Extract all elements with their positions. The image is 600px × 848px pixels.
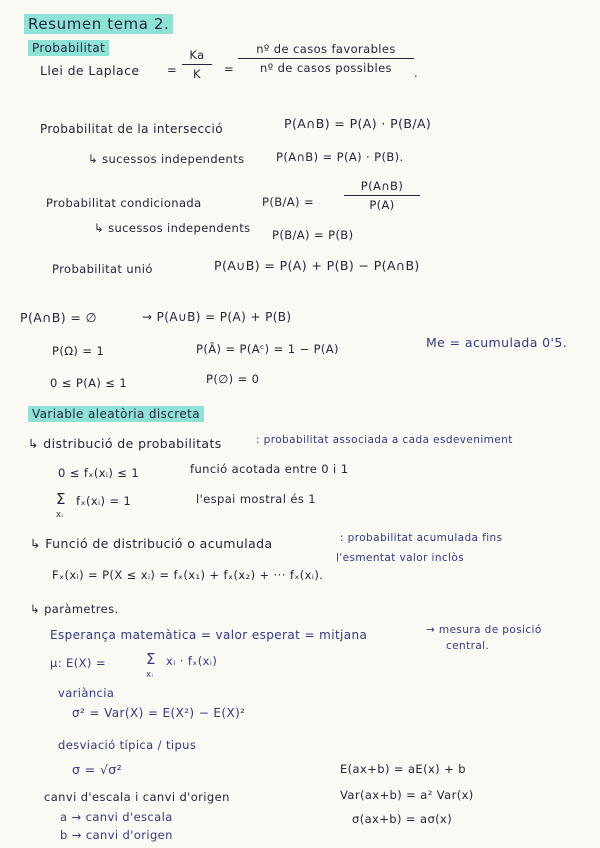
union-label: Probabilitat unió [52, 262, 153, 276]
scale-change-label: a → canvi d'escala [60, 810, 173, 824]
fraction-cases [238, 42, 414, 75]
fraction-numerator: nº de casos favorables [256, 42, 396, 56]
mean-sigma: Σ [146, 650, 156, 668]
bound-description: funció acotada entre 0 i 1 [190, 462, 349, 476]
laplace-label: Llei de Laplace [40, 63, 140, 78]
variance-formula: σ² = Var(X) = E(X²) − E(X)² [72, 706, 246, 720]
fraction-ka-k [182, 48, 212, 81]
conditional-fraction [344, 179, 420, 212]
mean-rhs: xᵢ · fₓ(xᵢ) [166, 654, 218, 668]
equals-sign: = [224, 62, 235, 76]
parameters-label: ↳ paràmetres. [30, 602, 119, 616]
disjoint-formula: P(A∩B) = ∅ [20, 310, 97, 325]
section-heading-variable: Variable aleatòria discreta [28, 406, 204, 422]
linear-expectation-formula: E(ax+b) = aE(x) + b [340, 762, 466, 776]
linear-std-dev-formula: σ(ax+b) = aσ(x) [352, 812, 453, 826]
fraction-numerator: P(A∩B) [360, 179, 404, 193]
intersection-label: Probabilitat de la intersecció [40, 122, 223, 136]
conditional-independent-formula: P(B/A) = P(B) [272, 228, 354, 242]
origin-change-label: b → canvi d'origen [60, 828, 173, 842]
conditional-label: Probabilitat condicionada [46, 196, 202, 210]
fraction-denominator: K [182, 64, 212, 81]
cdf-description-line2: l'esmentat valor inclòs [336, 552, 465, 564]
sum-sigma: Σ [56, 490, 66, 508]
section-heading-probabilitat: Probabilitat [28, 40, 109, 56]
sum-formula: fₓ(xᵢ) = 1 [76, 494, 132, 508]
equals-sign: = [167, 63, 178, 77]
mean-subscript: xᵢ [146, 670, 154, 680]
probability-range: 0 ≤ P(A) ≤ 1 [50, 376, 128, 390]
fraction-denominator: P(A) [344, 195, 420, 212]
bound-formula: 0 ≤ fₓ(xᵢ) ≤ 1 [58, 466, 140, 480]
distribution-label: ↳ distribució de probabilitats [28, 436, 222, 451]
intersection-formula: P(A∩B) = P(A) · P(B/A) [284, 116, 432, 131]
std-dev-formula: σ = √σ² [72, 762, 123, 777]
fraction-numerator: Ka [189, 48, 205, 62]
distribution-description: : probabilitat associada a cada esdeveniment [256, 434, 513, 446]
fraction-denominator: nº de casos possibles [238, 58, 414, 75]
page-title: Resumen tema 2. [24, 14, 173, 34]
disjoint-union-formula: → P(A∪B) = P(A) + P(B) [142, 310, 292, 324]
conditional-independent-label: ↳ sucessos independents [94, 221, 251, 235]
expectation-note-line2: central. [446, 640, 490, 652]
sum-description: l'espai mostral és 1 [196, 492, 317, 506]
scale-origin-label: canvi d'escala i canvi d'origen [44, 790, 230, 804]
sum-subscript: xᵢ [56, 510, 64, 520]
expectation-label: Esperança matemàtica = valor esperat = mitjana [50, 628, 368, 642]
empty-set-formula: P(∅) = 0 [206, 372, 260, 386]
conditional-lhs: P(B/A) = [262, 195, 315, 209]
mean-lhs: μ: E(X) = [50, 656, 106, 670]
cdf-label: ↳ Funció de distribució o acumulada [30, 536, 273, 551]
median-note: Me = acumulada 0'5. [426, 335, 568, 350]
cdf-formula: Fₓ(xᵢ) = P(X ≤ xᵢ) = fₓ(x₁) + fₓ(x₂) + ··· fₓ(xᵢ). [52, 568, 324, 582]
independent-label: ↳ sucessos independents [88, 152, 245, 166]
expectation-note-line1: → mesura de posició [426, 624, 542, 636]
omega-formula: P(Ω) = 1 [52, 344, 105, 358]
period: . [414, 66, 419, 80]
complement-formula: P(Ā) = P(Aᶜ) = 1 − P(A) [196, 342, 339, 356]
independent-formula: P(A∩B) = P(A) · P(B). [276, 150, 404, 164]
union-formula: P(A∪B) = P(A) + P(B) − P(A∩B) [214, 258, 420, 273]
cdf-description-line1: : probabilitat acumulada fins [340, 532, 503, 544]
linear-variance-formula: Var(ax+b) = a² Var(x) [340, 788, 474, 802]
variance-label: variància [58, 686, 115, 700]
std-dev-label: desviació típica / tipus [58, 738, 197, 752]
